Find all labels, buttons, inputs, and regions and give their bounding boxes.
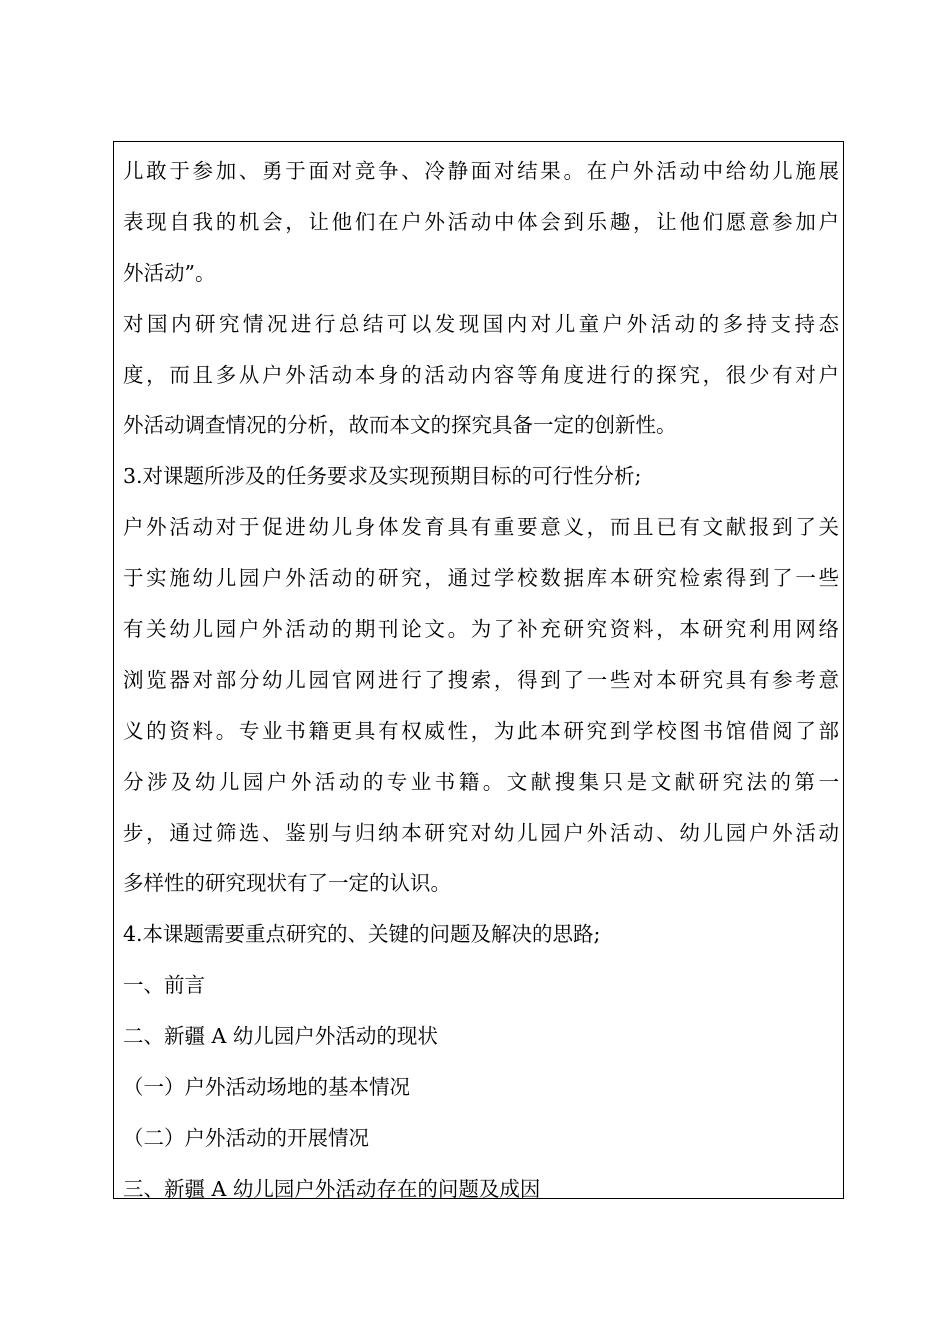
text-line: 步，通过筛选、鉴别与归纳本研究对幼儿园户外活动、幼儿园户外活动 (123, 820, 839, 845)
text-line: 表现自我的机会，让他们在户外活动中体会到乐趣，让他们愿意参加户 (123, 209, 839, 234)
text-line: 儿敢于参加、勇于面对竞争、冷静面对结果。在户外活动中给幼儿施展 (123, 159, 839, 183)
outline-subitem: （一）户外活动场地的基本情况 (123, 1075, 410, 1100)
outline-item: 一、前言 (123, 973, 205, 998)
document-body (123, 146, 839, 1215)
outline-item: 二、新疆 A 幼儿园户外活动的现状 (123, 1024, 438, 1049)
text-line: 分涉及幼儿园户外活动的专业书籍。文献搜集只是文献研究法的第一 (123, 769, 839, 794)
text-line: 义的资料。专业书籍更具有权威性，为此本研究到学校图书馆借阅了部 (123, 718, 839, 743)
text-line: 浏览器对部分幼儿园官网进行了搜索，得到了一些对本研究具有参考意 (123, 667, 839, 692)
text-line: 外活动”。 (123, 260, 216, 285)
text-line: 度，而且多从户外活动本身的活动内容等角度进行的探究，很少有对户 (123, 362, 839, 387)
form-table-frame (113, 141, 844, 1199)
text-line: 外活动调查情况的分析，故而本文的探究具备一定的创新性。 (123, 413, 677, 438)
outline-item: 三、新疆 A 幼儿园户外活动存在的问题及成因 (123, 1176, 541, 1201)
text-line: 有关幼儿园户外活动的期刊论文。为了补充研究资料，本研究利用网络 (123, 617, 839, 642)
text-line: 多样性的研究现状有了一定的认识。 (123, 871, 451, 896)
text-line: 于实施幼儿园户外活动的研究，通过学校数据库本研究检索得到了一些 (123, 566, 839, 591)
section-heading: 4.本课题需要重点研究的、关键的问题及解决的思路; (123, 922, 601, 947)
section-heading: 3.对课题所涉及的任务要求及实现预期目标的可行性分析; (123, 464, 642, 489)
outline-subitem: （二）户外活动的开展情况 (123, 1125, 369, 1150)
text-line: 户外活动对于促进幼儿身体发育具有重要意义，而且已有文献报到了关 (123, 515, 839, 540)
text-line: 对国内研究情况进行总结可以发现国内对儿童户外活动的多持支持态 (123, 311, 839, 336)
